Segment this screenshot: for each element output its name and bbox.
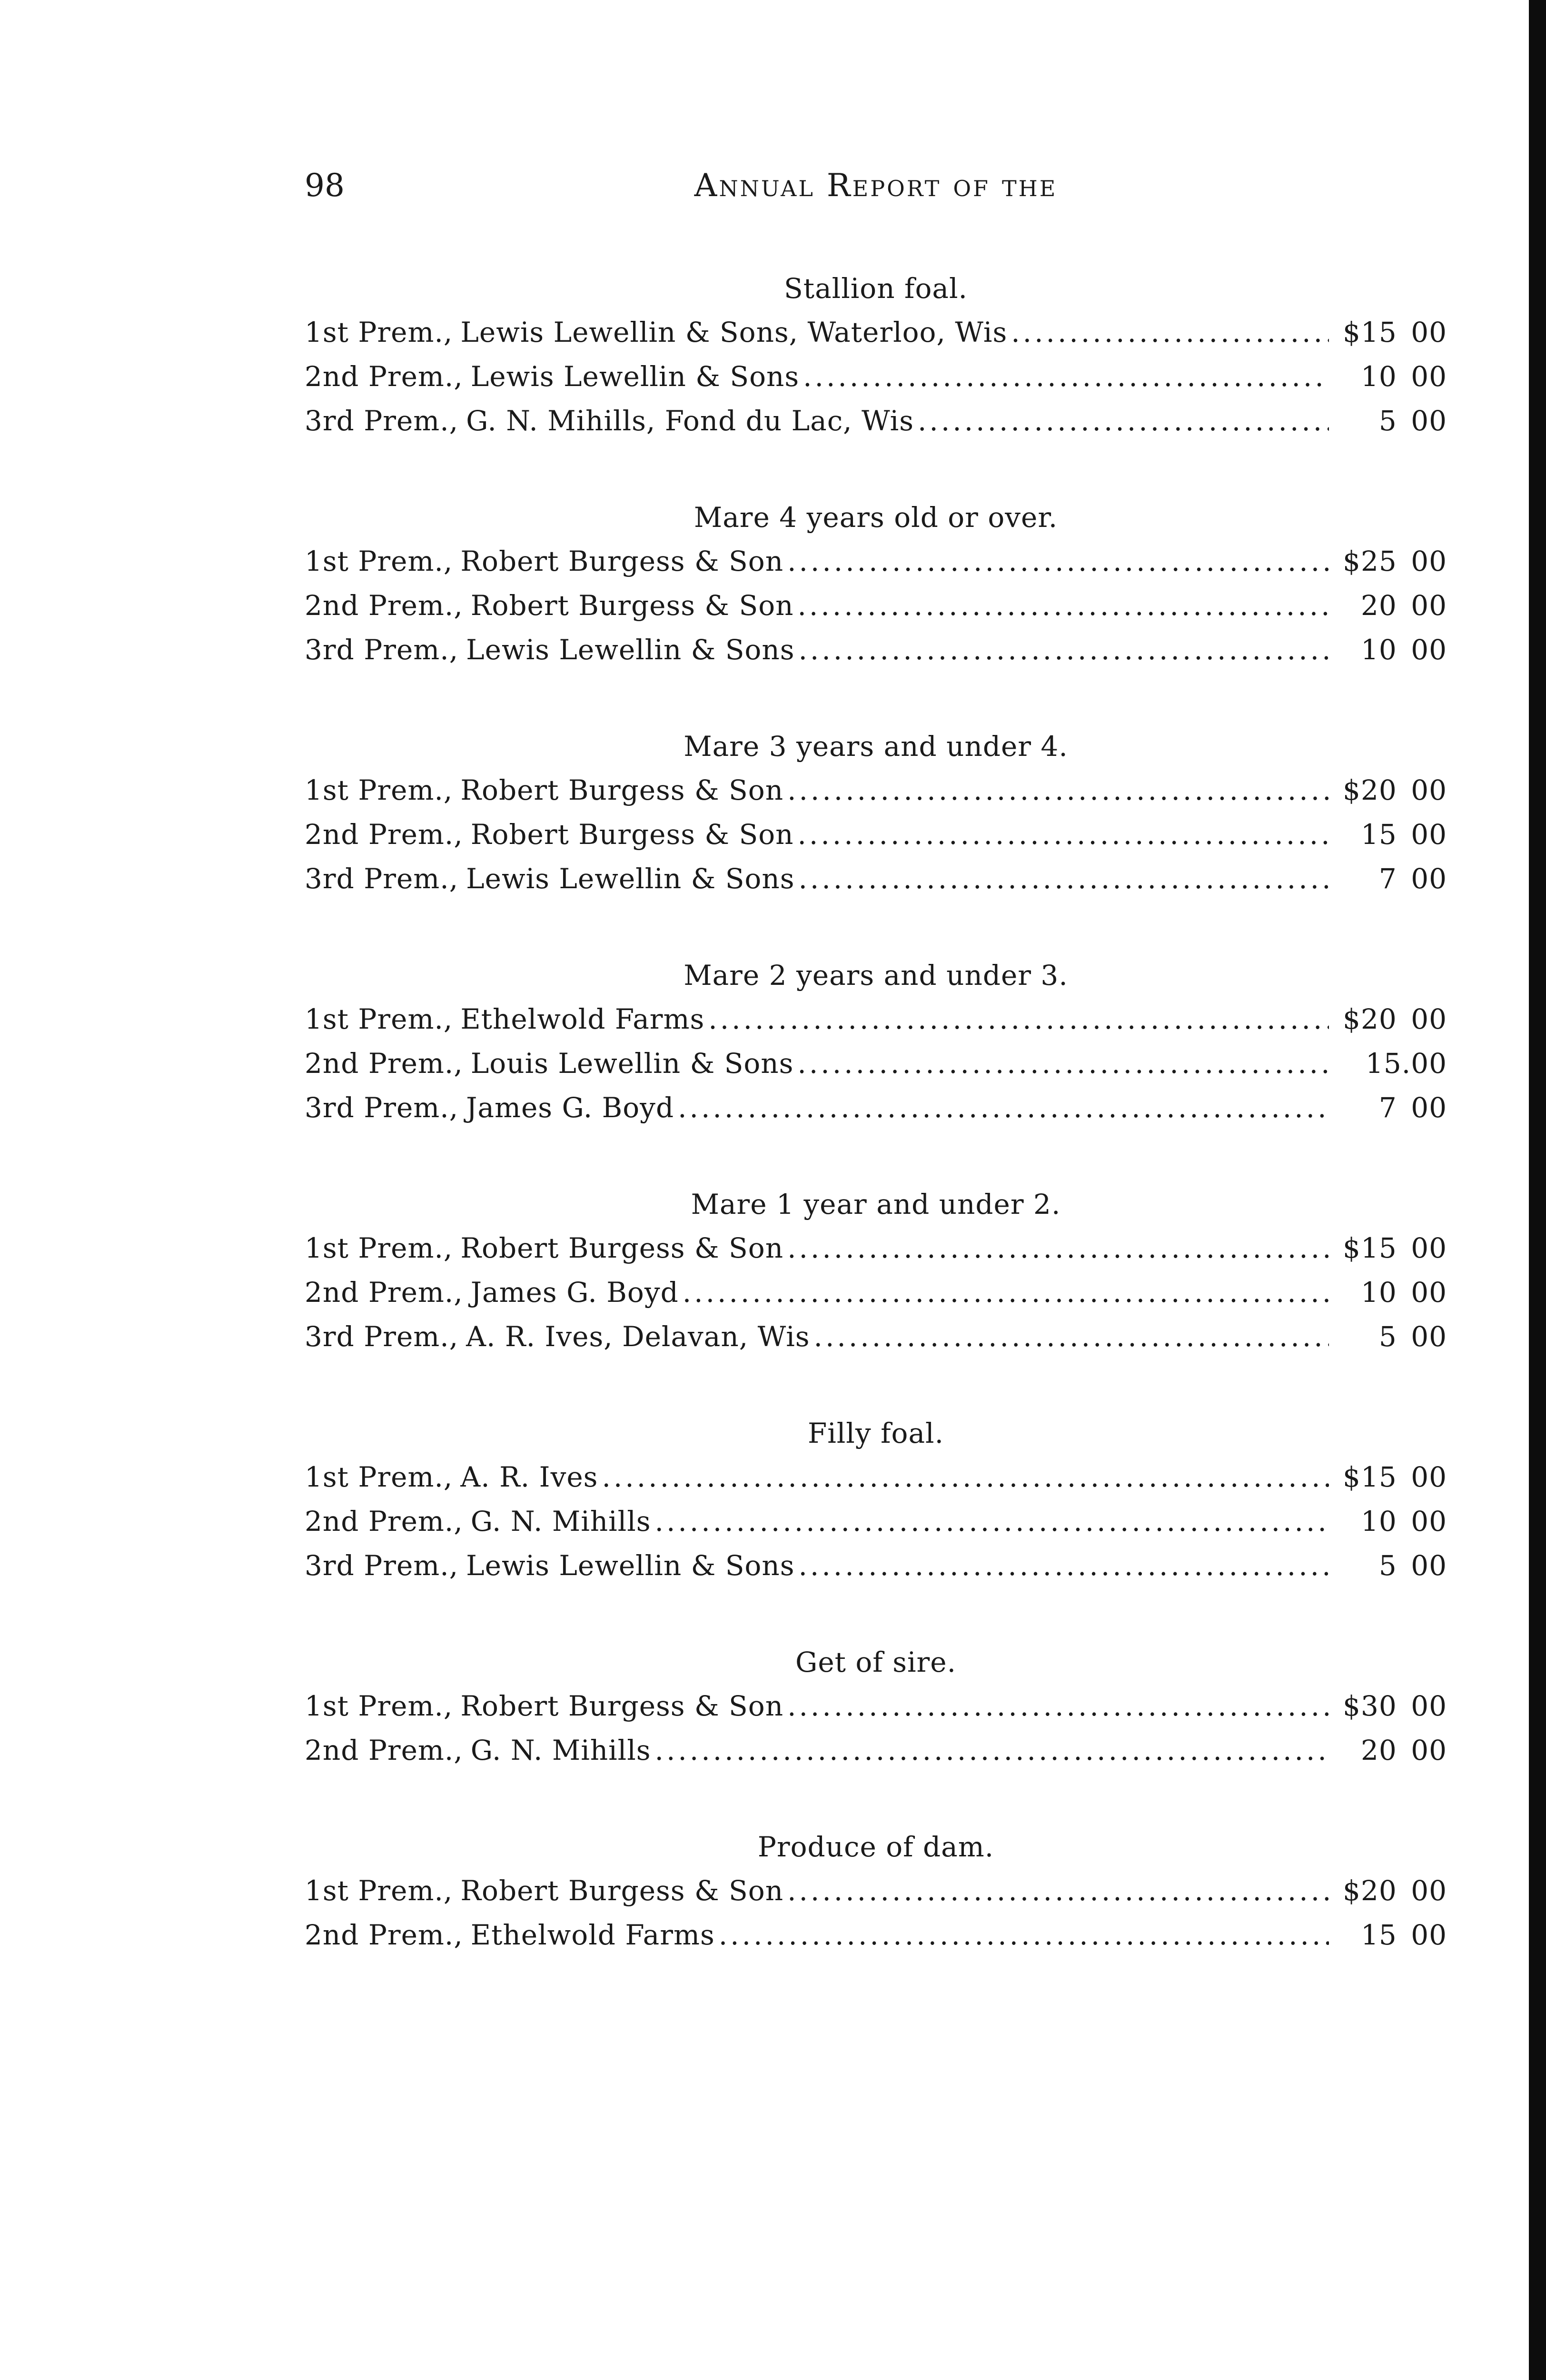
entry-amount: $15 00 [1343,1461,1447,1493]
dot-leader [797,584,1329,628]
dot-leader [787,1226,1329,1270]
entry-amount: 7 00 [1378,1091,1447,1124]
premium-entry [305,857,1447,901]
dot-leader [814,1315,1329,1359]
entry-amount: $20 00 [1343,1874,1447,1907]
section-title: Mare 3 years and under 4. [684,730,1068,763]
entry-name: Lewis Lewellin & Sons [466,634,795,666]
premium-entry [305,355,1447,399]
section-mare-1-year [305,1182,1447,1359]
entry-name: Lewis Lewellin & Sons [470,360,800,393]
premium-entry [305,1728,1447,1773]
entry-name: Robert Burgess & Son [470,589,794,622]
dot-leader [1011,310,1329,355]
dot-leader [798,628,1329,672]
section-mare-2-years [305,953,1447,1130]
entry-rank: 3rd Prem., [305,634,459,666]
entry-amount: 20 00 [1360,589,1447,622]
entry-rank: 3rd Prem., [305,1549,459,1582]
section-title: Mare 1 year and under 2. [691,1188,1061,1220]
premium-entry [305,399,1447,443]
entry-rank: 2nd Prem., [305,1276,463,1309]
entry-rank: 1st Prem., [305,1232,453,1264]
entry-rank: 2nd Prem., [305,589,463,622]
section-title: Mare 4 years old or over. [694,501,1058,534]
entry-name: Lewis Lewellin & Sons [466,1549,795,1582]
entry-name: Lewis Lewellin & Sons, Waterloo, Wis [460,316,1008,348]
section-produce-of-dam [305,1825,1447,1957]
premium-entry [305,813,1447,857]
premium-entry [305,584,1447,628]
entry-name: Robert Burgess & Son [470,818,794,851]
entry-rank: 2nd Prem., [305,360,463,393]
premium-list [305,267,1447,2010]
dot-leader [708,997,1329,1041]
section-title: Mare 2 years and under 3. [684,959,1068,992]
entry-rank: 2nd Prem., [305,818,463,851]
entry-amount: $20 00 [1343,1003,1447,1035]
entry-name: G. N. Mihills [470,1505,651,1537]
entry-rank: 3rd Prem., [305,1091,459,1124]
dot-leader [787,1684,1329,1728]
dot-leader [918,399,1329,443]
entry-rank: 1st Prem., [305,316,453,348]
scan-edge-right [1529,0,1546,2380]
premium-entry [305,1913,1447,1957]
premium-entry [305,1315,1447,1359]
entry-amount: 5 00 [1378,1549,1447,1582]
section-stallion-foal [305,267,1447,443]
section-mare-3-years [305,724,1447,901]
section-title: Filly foal. [807,1417,944,1449]
dot-leader [787,539,1329,584]
dot-leader [655,1499,1329,1544]
entry-name: G. N. Mihills, Fond du Lac, Wis [466,405,914,437]
entry-rank: 3rd Prem., [305,405,459,437]
entry-amount: $15 00 [1343,316,1447,348]
entry-name: A. R. Ives, Delavan, Wis [466,1320,810,1353]
entry-rank: 1st Prem., [305,774,453,806]
entry-name: James G. Boyd [470,1276,679,1309]
entry-rank: 3rd Prem., [305,1320,459,1353]
section-mare-4-years [305,496,1447,672]
entry-name: Robert Burgess & Son [460,1232,784,1264]
entry-amount: 15.00 [1365,1047,1447,1080]
premium-entry [305,1684,1447,1728]
dot-leader [798,857,1329,901]
entry-amount: $15 00 [1343,1232,1447,1264]
dot-leader [797,813,1329,857]
entry-amount: 20 00 [1360,1734,1447,1766]
entry-rank: 2nd Prem., [305,1047,463,1080]
premium-entry [305,310,1447,355]
section-title: Stallion foal. [784,272,968,305]
dot-leader [798,1544,1329,1588]
entry-amount: 15 00 [1360,818,1447,851]
entry-amount: $20 00 [1343,774,1447,806]
section-filly-foal [305,1411,1447,1588]
dot-leader [678,1086,1329,1130]
entry-amount: 10 00 [1360,1505,1447,1537]
premium-entry [305,1226,1447,1270]
premium-entry [305,1041,1447,1086]
entry-name: Lewis Lewellin & Sons [466,863,795,895]
entry-name: Ethelwold Farms [470,1919,715,1951]
entry-name: James G. Boyd [466,1091,674,1124]
dot-leader [655,1728,1329,1773]
section-title: Get of sire. [795,1646,957,1678]
entry-name: Ethelwold Farms [460,1003,705,1035]
entry-name: Robert Burgess & Son [460,1690,784,1722]
entry-rank: 1st Prem., [305,1874,453,1907]
entry-rank: 1st Prem., [305,1461,453,1493]
premium-entry [305,1869,1447,1913]
dot-leader [602,1455,1329,1499]
premium-entry [305,768,1447,813]
page-number: 98 [305,167,345,204]
entry-amount: 5 00 [1378,405,1447,437]
entry-rank: 1st Prem., [305,1003,453,1035]
entry-amount: 10 00 [1360,360,1447,393]
entry-name: G. N. Mihills [470,1734,651,1766]
premium-entry [305,1455,1447,1499]
entry-rank: 3rd Prem., [305,863,459,895]
entry-rank: 2nd Prem., [305,1734,463,1766]
premium-entry [305,628,1447,672]
entry-name: Robert Burgess & Son [460,774,784,806]
premium-entry [305,539,1447,584]
entry-amount: $30 00 [1343,1690,1447,1722]
entry-amount: $25 00 [1343,545,1447,577]
entry-name: A. R. Ives [460,1461,598,1493]
premium-entry [305,1086,1447,1130]
dot-leader [797,1041,1329,1086]
entry-name: Robert Burgess & Son [460,545,784,577]
premium-entry [305,1499,1447,1544]
entry-amount: 15 00 [1360,1919,1447,1951]
premium-entry [305,997,1447,1041]
entry-rank: 2nd Prem., [305,1919,463,1951]
entry-name: Louis Lewellin & Sons [470,1047,794,1080]
entry-amount: 7 00 [1378,863,1447,895]
dot-leader [787,768,1329,813]
dot-leader [787,1869,1329,1913]
entry-name: Robert Burgess & Son [460,1874,784,1907]
dot-leader [683,1270,1329,1315]
dot-leader [719,1913,1329,1957]
entry-amount: 10 00 [1360,634,1447,666]
premium-entry [305,1270,1447,1315]
dot-leader [803,355,1329,399]
section-title: Produce of dam. [757,1831,994,1863]
entry-rank: 2nd Prem., [305,1505,463,1537]
entry-amount: 5 00 [1378,1320,1447,1353]
entry-amount: 10 00 [1360,1276,1447,1309]
section-get-of-sire [305,1640,1447,1773]
running-title: Annual Report of the [694,167,1058,204]
premium-entry [305,1544,1447,1588]
page-header [305,162,1447,209]
entry-rank: 1st Prem., [305,1690,453,1722]
entry-rank: 1st Prem., [305,545,453,577]
